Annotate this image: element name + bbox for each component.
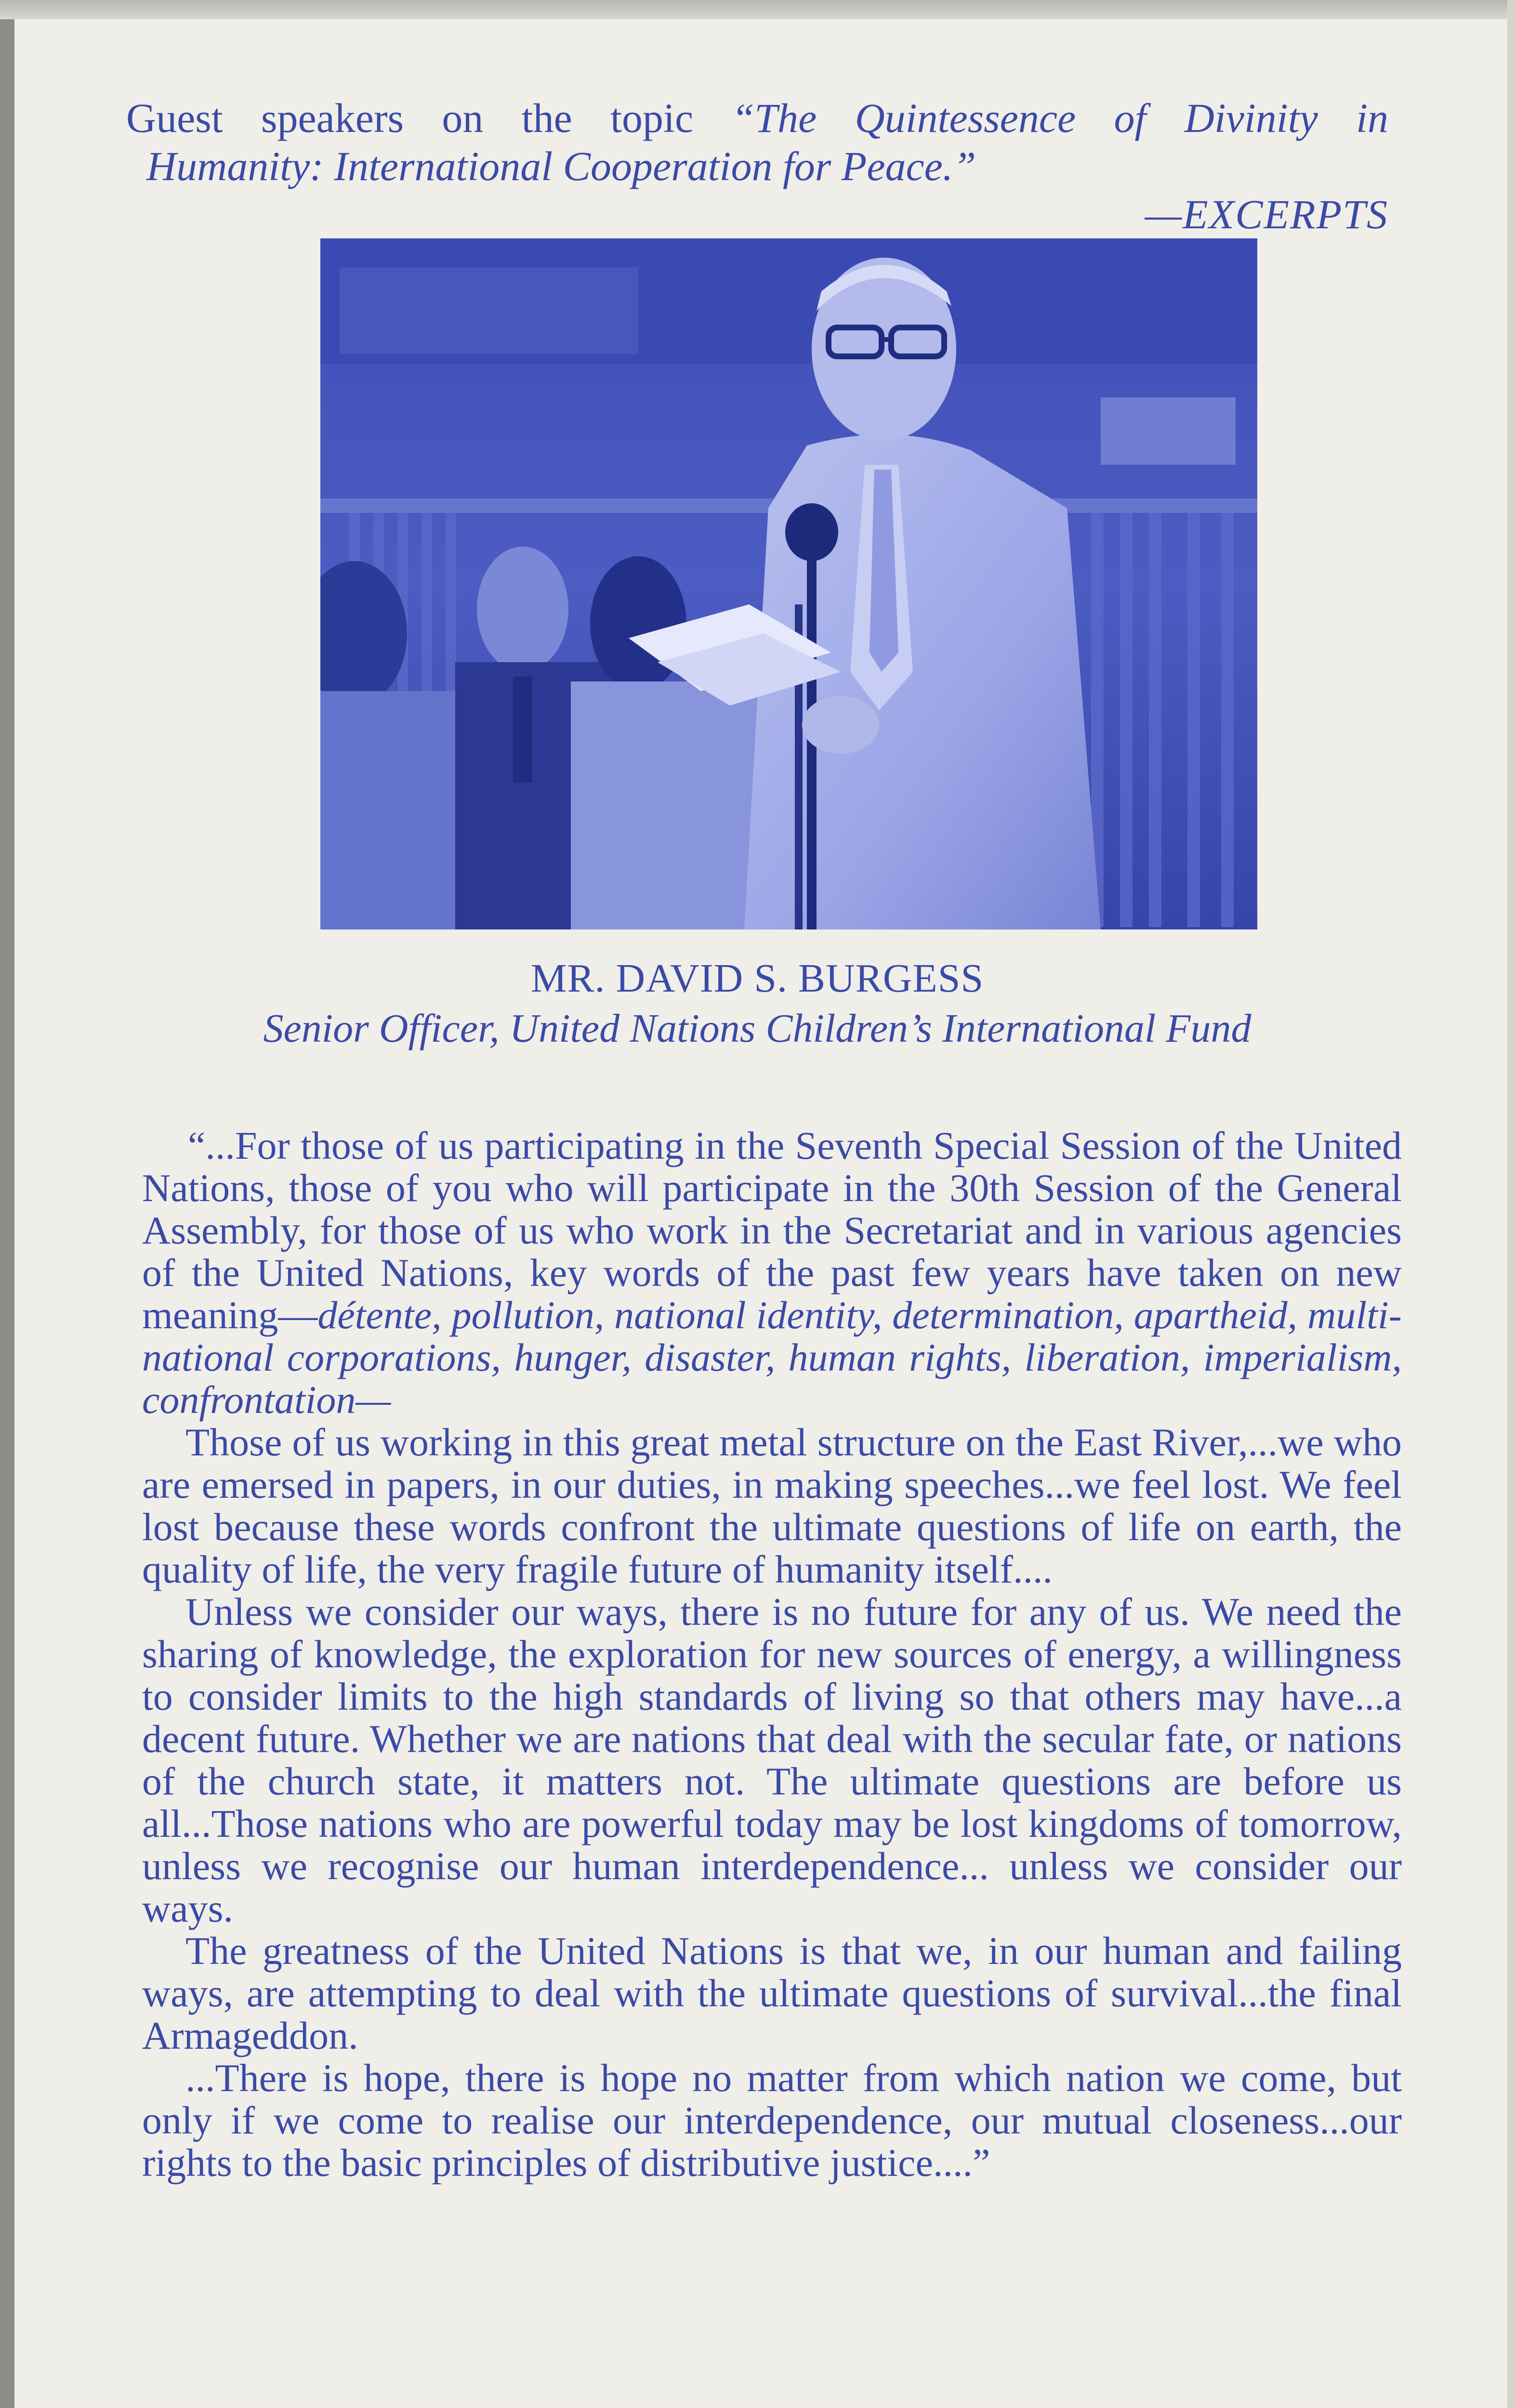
- page-header: [126, 94, 1388, 238]
- speech-excerpt: [142, 1125, 1402, 2184]
- excerpt-paragraph-1-text: “...For those of us participating in the Seventh Special Session of the United Nations, those of you who will participate in the 30th Session of the General Assembly, for those of us who work in the Secretariat and in various agencies of the United Nations, key words of the past few years have taken on new meaning—: [142, 1124, 1402, 1337]
- excerpt-paragraph-4: The greatness of the United Nations is that we, in our human and failing ways, are attempting to deal with the ultimate questions of survival...the final Armageddon.: [142, 1929, 1402, 2057]
- excerpts-label: —EXCERPTS: [1145, 191, 1388, 237]
- speaker-photo-illustration: [320, 238, 1257, 929]
- excerpt-paragraph-3: Unless we consider our ways, there is no future for any of us. We need the sharing of knowledge, the exploration for new sources of energy, a willingness to consider limits to the high standards of living so that others may have...a decent future. Whether we are nations that deal with the secular fate, or nations of the church state, it matters not. The ultimate questions are before us all...Those nations who are powerful today may be lost kingdoms of tomorrow, unless we recognise our human interdependence... unless we consider our ways.: [142, 1590, 1402, 1930]
- header-plain-text: Guest speakers on the topic: [126, 95, 732, 141]
- speaker-photo: [320, 238, 1257, 929]
- header-line-1: [126, 94, 1388, 142]
- header-topic-part-2: Humanity: International Cooperation for Peace.”: [146, 143, 976, 189]
- excerpt-key-words: détente, pollution, national identity, determination, apartheid, multi-national corporations, hunger, disaster, human rights, liberation, imperialism, confrontation—: [142, 1293, 1402, 1422]
- scan-right-edge: [1507, 0, 1515, 2408]
- speaker-role: Senior Officer, United Nations Children’s International Fund: [263, 1006, 1252, 1051]
- excerpt-paragraph-2: Those of us working in this great metal structure on the East River,...we who are emersed in papers, in our duties, in making speeches...we feel lost. We feel lost because these words confront the ultimate questions of life on earth, the quality of life, the very fragile future of humanity itself....: [142, 1420, 1402, 1591]
- excerpt-paragraph-5: ...There is hope, there is hope no matter from which nation we come, but only if we come to realise our interdependence, our mutual closeness...our rights to the basic principles of distributive justice....”: [142, 2056, 1402, 2185]
- excerpt-paragraph-1: [142, 1125, 1402, 1421]
- speaker-name: MR. DAVID S. BURGESS: [530, 956, 984, 1001]
- scan-top-edge: [0, 0, 1515, 19]
- scan-left-border: [0, 19, 14, 2408]
- header-topic-part-1: “The Quintessence of Divinity in: [731, 95, 1388, 141]
- photo-caption: [126, 954, 1388, 1054]
